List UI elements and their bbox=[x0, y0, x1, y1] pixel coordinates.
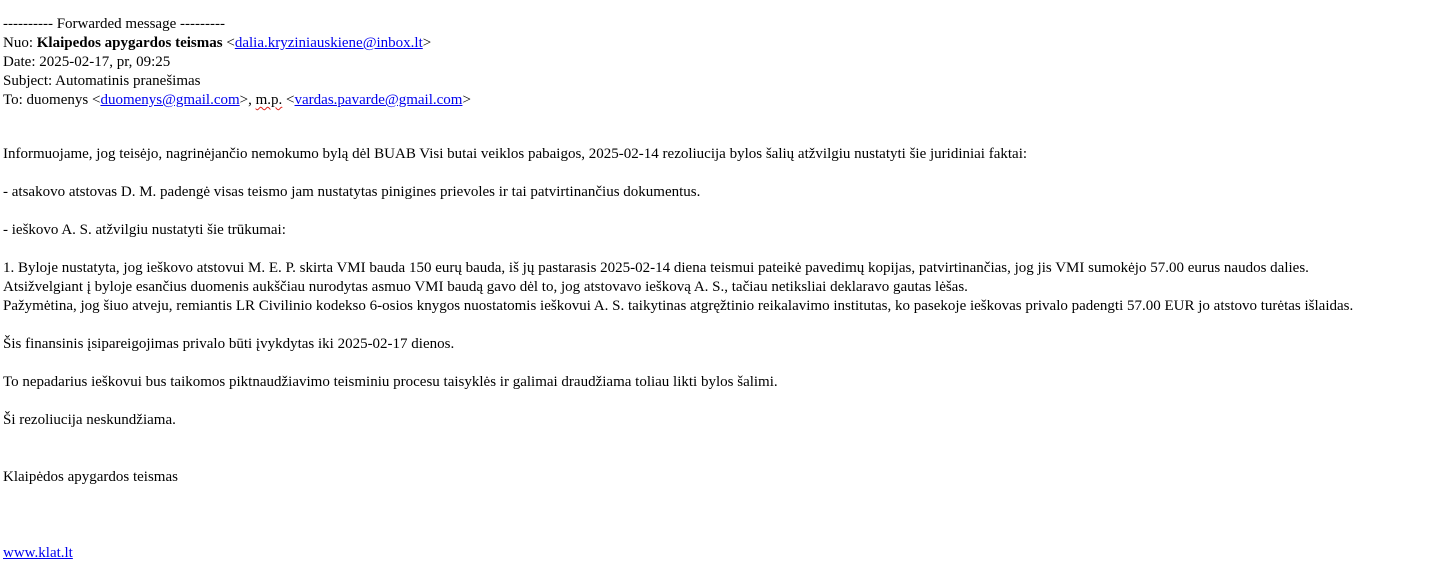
final-note-paragraph: Ši rezoliucija neskundžiama. bbox=[3, 412, 176, 428]
to-email-link-2[interactable]: vardas.pavarde@gmail.com bbox=[294, 92, 463, 108]
to-label: To: bbox=[3, 92, 23, 108]
to-email-link-1[interactable]: duomenys@gmail.com bbox=[100, 92, 240, 108]
warning-paragraph: To nepadarius ieškovui bus taikomos piktnaudžiavimo teisminiu procesu taisyklės ir galimai draudžiama toliau likti bylos šalimi. bbox=[3, 374, 778, 390]
from-name: Klaipedos apygardos teismas bbox=[36, 35, 223, 51]
point-2-paragraph: Atsižvelgiant į byloje esančius duomenis aukščiau nurodytas asmuo VMI baudą gavo dėl to, jog atstovavo ieškovą A. S., tačiau netiksliai deklaravo gautas lėšas. bbox=[3, 279, 968, 295]
signature: Klaipėdos apygardos teismas bbox=[3, 469, 178, 485]
deadline-paragraph: Šis finansinis įsipareigojimas privalo būti įvykdytas iki 2025-02-17 dienos. bbox=[3, 336, 455, 352]
to-line: To: duomenys <duomenys@gmail.com>, m.p. <vardas.pavarde@gmail.com> bbox=[3, 92, 471, 108]
defendant-paragraph: - atsakovo atstovas D. M. padengė visas teismo jam nustatytas pinigines prievoles ir tai patvirtinančius dokumentus. bbox=[3, 184, 701, 200]
point-1-paragraph: 1. Byloje nustatyta, jog ieškovo atstovui M. E. P. skirta VMI bauda 150 eurų bauda, iš jų pastarasis 2025-02-14 diena teismui pateikė pavedimų kopijas, patvirtinančias, jog jis VMI sumokėjo 57.00 eurus naudos dalies. bbox=[3, 260, 1309, 276]
plaintiff-intro-paragraph: - ieškovo A. S. atžvilgiu nustatyti šie trūkumai: bbox=[3, 222, 286, 238]
subject-label: Subject: bbox=[3, 73, 53, 89]
from-email-link[interactable]: dalia.kryziniauskiene@inbox.lt bbox=[234, 35, 423, 51]
date-line bbox=[3, 53, 170, 72]
subject-value: Automatinis pranešimas bbox=[55, 73, 201, 89]
from-label: Nuo: bbox=[3, 35, 33, 51]
website-line bbox=[3, 544, 73, 563]
date-value: 2025-02-17, pr, 09:25 bbox=[39, 54, 171, 70]
forwarded-message-label: ---------- Forwarded message --------- bbox=[3, 16, 225, 32]
date-label: Date: bbox=[3, 54, 36, 70]
to-recipient-name-2: m.p. bbox=[255, 92, 283, 108]
website-link[interactable]: www.klat.lt bbox=[3, 545, 73, 561]
body-intro-paragraph: Informuojame, jog teisėjo, nagrinėjančio nemokumo bylą dėl BUAB Visi butai veiklos pabaigos, 2025-02-14 rezoliucija bylos šalių atžvilgiu nustatyti šie juridiniai faktai: bbox=[3, 146, 1028, 162]
point-3-paragraph: Pažymėtina, jog šiuo atveju, remiantis LR Civilinio kodekso 6-osios knygos nuostatomis ieškovui A. S. taikytinas atgręžtinio reikalavimo institutas, ko pasekoje ieškovas privalo padengti 57.00 EUR jo atstovo turėtas išlaidas. bbox=[3, 298, 1354, 314]
subject-line bbox=[3, 72, 201, 91]
from-line: Nuo: Klaipedos apygardos teismas <dalia.kryziniauskiene@inbox.lt> bbox=[3, 35, 432, 51]
to-recipient-name-1: duomenys bbox=[26, 92, 89, 108]
